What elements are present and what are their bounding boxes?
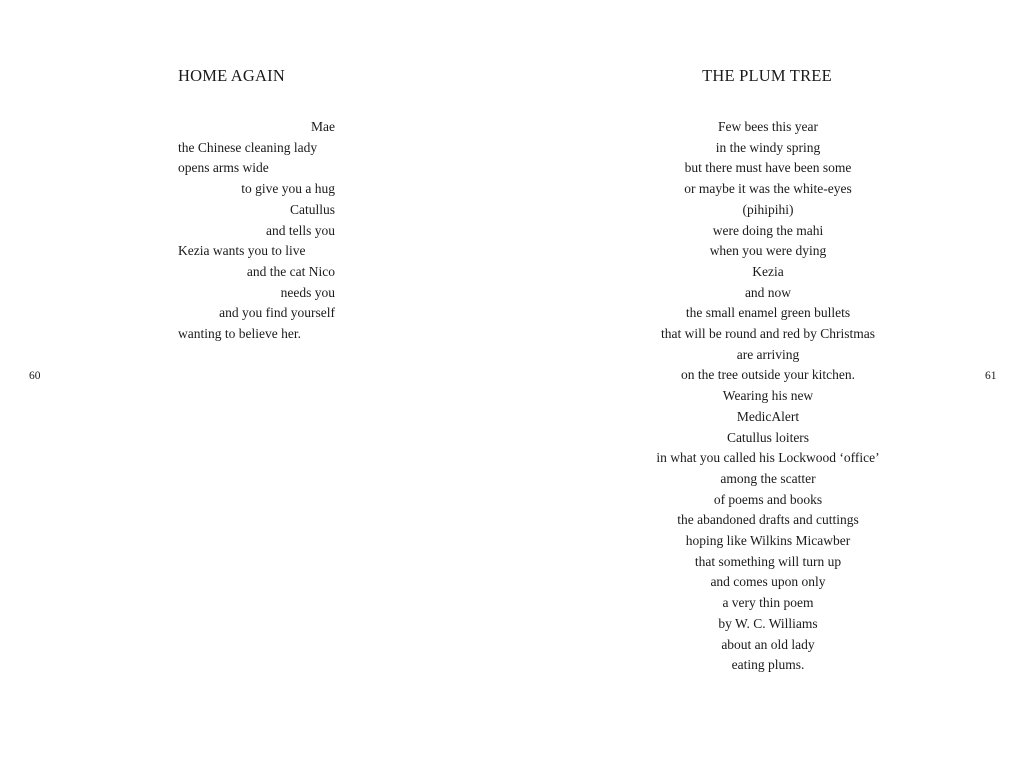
poem-line: but there must have been some: [684, 160, 852, 176]
poem-line: that something will turn up: [694, 553, 842, 569]
poem-line: in the windy spring: [715, 139, 821, 155]
poem-line: MedicAlert: [736, 408, 800, 424]
poem-line: Few bees this year: [717, 119, 819, 134]
poem-line: Catullus: [289, 201, 335, 217]
poem-line: and you find yourself: [219, 305, 335, 321]
poem-line: Mae: [311, 119, 335, 134]
poem-line: were doing the mahi: [712, 222, 824, 238]
poem-line: and the cat Nico: [246, 263, 335, 279]
page-number-right: 61: [985, 370, 997, 382]
page-number-left: 60: [29, 370, 41, 382]
poem-line: opens arms wide: [178, 160, 269, 176]
poem-line: needs you: [280, 284, 335, 300]
poem-title-plum-tree: [512, 66, 1024, 86]
poem-line: are arriving: [736, 346, 800, 362]
poem-line: and tells you: [266, 222, 335, 238]
poem-line: on the tree outside your kitchen.: [681, 367, 855, 383]
right-page: [512, 0, 1024, 768]
poem-line: in what you called his Lockwood ‘office’: [656, 450, 880, 466]
poem-line: about an old lady: [721, 636, 815, 652]
poem-body-plum-tree: [638, 117, 898, 676]
poem-line: Kezia wants you to live: [178, 243, 306, 259]
poem-line: the abandoned drafts and cuttings: [677, 512, 859, 528]
poem-line: among the scatter: [720, 470, 816, 486]
poem-line: that will be round and red by Christmas: [660, 326, 876, 342]
poem-line: the Chinese cleaning lady: [178, 139, 318, 155]
poem-line: to give you a hug: [241, 181, 335, 197]
poem-title-text: THE PLUM TREE: [702, 66, 832, 85]
poem-line: Kezia: [752, 263, 784, 279]
poem-line: (pihipihi): [742, 201, 794, 217]
poem-body-home-again: [178, 117, 335, 345]
poem-line: hoping like Wilkins Micawber: [685, 533, 851, 549]
poem-line: wanting to believe her.: [178, 326, 301, 342]
poem-line: the small enamel green bullets: [685, 305, 851, 321]
poem-line: or maybe it was the white-eyes: [684, 181, 852, 197]
poem-line: by W. C. Williams: [718, 615, 818, 631]
poem-line: of poems and books: [713, 491, 823, 507]
poem-line: and now: [744, 284, 792, 300]
poem-line: Wearing his new: [722, 388, 814, 404]
poem-line: eating plums.: [731, 657, 805, 673]
poem-line: when you were dying: [709, 243, 827, 259]
poem-title-home-again: HOME AGAIN: [178, 66, 285, 85]
poem-line: and comes upon only: [710, 574, 826, 590]
poem-line: Catullus loiters: [726, 429, 810, 445]
poem-line: a very thin poem: [722, 595, 814, 611]
